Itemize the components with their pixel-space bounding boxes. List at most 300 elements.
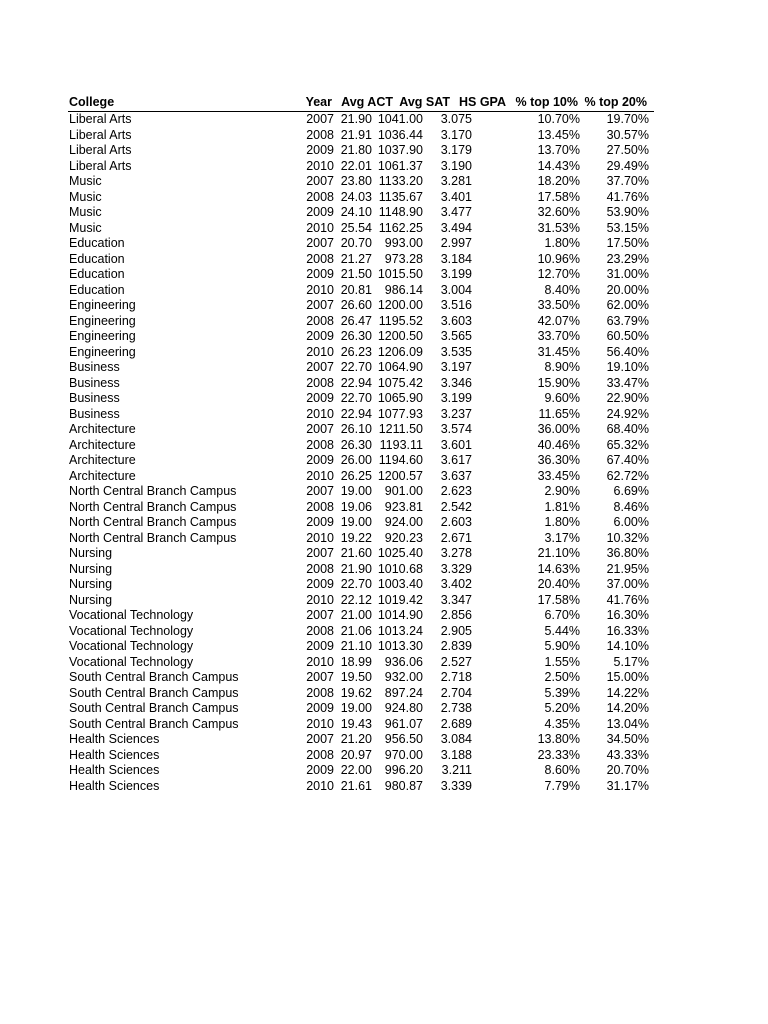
top-10-cell: 17.58% (537, 189, 580, 204)
table-row (68, 205, 654, 221)
table-row (68, 360, 654, 376)
college-cell: North Central Branch Campus (69, 484, 237, 498)
top-20-cell: 53.15% (606, 220, 649, 235)
avg-act-cell: 18.99 (340, 654, 372, 669)
college-cell: Health Sciences (69, 763, 160, 777)
hs-gpa-cell: 3.574 (440, 422, 472, 436)
hs-gpa-cell: 3.477 (440, 205, 472, 219)
top-20-cell: 60.50% (606, 329, 649, 343)
year-cell: 2008 (306, 437, 334, 452)
avg-act-cell: 21.06 (340, 623, 372, 638)
header-avg-act: Avg ACT (341, 95, 393, 109)
top-20-cell: 19.10% (606, 360, 649, 374)
table-row (68, 314, 654, 330)
top-10-cell: 14.63% (537, 561, 580, 576)
hs-gpa-cell: 2.718 (440, 670, 472, 684)
college-cell: Vocational Technology (69, 608, 194, 622)
top-10-cell: 20.40% (537, 577, 580, 591)
top-10-cell: 13.70% (537, 143, 580, 157)
avg-act-cell: 19.00 (340, 515, 372, 529)
hs-gpa-cell: 3.346 (440, 375, 472, 390)
college-cell: South Central Branch Campus (69, 701, 239, 715)
year-cell: 2008 (306, 685, 334, 700)
hs-gpa-cell: 3.603 (440, 313, 472, 328)
top-20-cell: 16.33% (606, 623, 649, 638)
top-10-cell: 4.35% (544, 716, 580, 731)
avg-act-cell: 21.90 (340, 112, 372, 126)
hs-gpa-cell: 2.856 (440, 608, 472, 622)
year-cell: 2007 (306, 484, 334, 498)
avg-sat-cell: 993.00 (384, 236, 423, 250)
avg-sat-cell: 1206.09 (377, 344, 423, 359)
top-10-cell: 31.45% (537, 344, 580, 359)
hs-gpa-cell: 2.689 (440, 716, 472, 731)
year-cell: 2007 (306, 236, 334, 250)
college-cell: Liberal Arts (69, 112, 132, 126)
top-20-cell: 68.40% (606, 422, 649, 436)
top-20-cell: 65.32% (606, 437, 649, 452)
avg-act-cell: 26.47 (340, 313, 372, 328)
avg-sat-cell: 996.20 (384, 763, 423, 777)
college-cell: Nursing (69, 546, 113, 560)
year-cell: 2007 (306, 608, 334, 622)
header-college: College (69, 95, 115, 109)
top-10-cell: 1.80% (544, 236, 580, 250)
avg-act-cell: 24.10 (340, 205, 372, 219)
top-10-cell: 8.40% (544, 282, 580, 297)
top-10-cell: 21.10% (537, 546, 580, 560)
top-20-cell: 62.72% (606, 468, 649, 483)
avg-sat-cell: 923.81 (384, 499, 423, 514)
hs-gpa-cell: 3.237 (440, 406, 472, 421)
college-cell: Music (69, 220, 102, 235)
table-row (68, 376, 654, 392)
college-cell: Business (69, 375, 120, 390)
hs-gpa-cell: 2.997 (440, 236, 472, 250)
top-10-cell: 3.17% (544, 530, 580, 545)
hs-gpa-cell: 2.839 (440, 639, 472, 653)
college-cell: Nursing (69, 592, 113, 607)
top-10-cell: 2.90% (544, 484, 580, 498)
avg-sat-cell: 1194.60 (378, 453, 423, 467)
avg-sat-cell: 936.06 (384, 654, 423, 669)
avg-sat-cell: 1025.40 (377, 546, 423, 560)
table-row (68, 639, 654, 655)
top-20-cell: 16.30% (606, 608, 649, 622)
college-cell: Music (69, 205, 102, 219)
table-row (68, 453, 654, 469)
year-cell: 2008 (306, 561, 334, 576)
college-cell: Nursing (69, 561, 113, 576)
avg-sat-cell: 1211.50 (378, 422, 423, 436)
top-10-cell: 42.07% (537, 313, 580, 328)
table-row (68, 670, 654, 686)
avg-sat-cell: 1061.37 (377, 158, 423, 173)
avg-sat-cell: 1135.67 (378, 189, 423, 204)
hs-gpa-cell: 3.199 (440, 267, 472, 281)
top-10-cell: 6.70% (544, 608, 580, 622)
table-row (68, 686, 654, 702)
hs-gpa-cell: 3.535 (440, 344, 472, 359)
avg-sat-cell: 973.28 (384, 251, 423, 266)
header-hs-gpa: HS GPA (459, 95, 506, 109)
avg-act-cell: 22.70 (340, 360, 372, 374)
avg-act-cell: 24.03 (340, 189, 372, 204)
avg-sat-cell: 1010.68 (377, 561, 423, 576)
college-cell: North Central Branch Campus (69, 499, 237, 514)
avg-act-cell: 26.10 (340, 422, 372, 436)
top-10-cell: 7.79% (544, 778, 580, 793)
table-row (68, 484, 654, 500)
header-year: Year (305, 95, 332, 109)
college-cell: Education (69, 282, 125, 297)
hs-gpa-cell: 2.738 (440, 701, 472, 715)
year-cell: 2010 (306, 406, 334, 421)
avg-act-cell: 19.43 (340, 716, 372, 731)
table-row (68, 298, 654, 314)
college-cell: Education (69, 236, 125, 250)
year-cell: 2007 (306, 360, 334, 374)
avg-sat-cell: 932.00 (384, 670, 423, 684)
top-20-cell: 41.76% (606, 592, 649, 607)
top-20-cell: 62.00% (606, 298, 649, 312)
table-row (68, 345, 654, 361)
top-10-cell: 33.50% (537, 298, 580, 312)
college-cell: Liberal Arts (69, 127, 132, 142)
avg-sat-cell: 897.24 (384, 685, 423, 700)
college-cell: Vocational Technology (69, 654, 194, 669)
year-cell: 2009 (306, 391, 334, 405)
year-cell: 2010 (306, 468, 334, 483)
top-20-cell: 67.40% (606, 453, 649, 467)
avg-sat-cell: 1200.57 (377, 468, 423, 483)
avg-act-cell: 22.94 (340, 406, 372, 421)
college-cell: Liberal Arts (69, 158, 132, 173)
avg-sat-cell: 1015.50 (377, 267, 423, 281)
top-10-cell: 12.70% (537, 267, 580, 281)
avg-act-cell: 22.70 (340, 391, 372, 405)
table-row (68, 732, 654, 748)
hs-gpa-cell: 2.905 (440, 623, 472, 638)
avg-act-cell: 25.54 (340, 220, 372, 235)
hs-gpa-cell: 3.347 (440, 592, 472, 607)
avg-act-cell: 21.90 (340, 561, 372, 576)
avg-sat-cell: 1162.25 (378, 220, 423, 235)
avg-sat-cell: 1200.00 (377, 298, 423, 312)
hs-gpa-cell: 3.601 (440, 437, 472, 452)
top-10-cell: 10.70% (537, 112, 580, 126)
avg-sat-cell: 1193.11 (379, 437, 423, 452)
avg-act-cell: 21.10 (340, 639, 372, 653)
avg-sat-cell: 1077.93 (377, 406, 423, 421)
table-body (68, 112, 654, 794)
avg-act-cell: 22.12 (340, 592, 372, 607)
avg-act-cell: 20.97 (340, 747, 372, 762)
avg-act-cell: 19.62 (340, 685, 372, 700)
table-row (68, 190, 654, 206)
year-cell: 2009 (306, 577, 334, 591)
table-row (68, 779, 654, 795)
year-cell: 2010 (306, 220, 334, 235)
avg-sat-cell: 1065.90 (377, 391, 423, 405)
top-20-cell: 17.50% (606, 236, 649, 250)
hs-gpa-cell: 3.170 (440, 127, 472, 142)
college-cell: South Central Branch Campus (69, 685, 239, 700)
top-20-cell: 27.50% (606, 143, 649, 157)
top-20-cell: 20.00% (606, 282, 649, 297)
year-cell: 2007 (306, 670, 334, 684)
year-cell: 2008 (306, 623, 334, 638)
avg-act-cell: 26.23 (340, 344, 372, 359)
college-cell: Liberal Arts (69, 143, 132, 157)
year-cell: 2008 (306, 375, 334, 390)
avg-act-cell: 20.70 (340, 236, 372, 250)
avg-sat-cell: 901.00 (384, 484, 423, 498)
table-row (68, 701, 654, 717)
top-10-cell: 10.96% (537, 251, 580, 266)
college-cell: Architecture (69, 453, 136, 467)
year-cell: 2010 (306, 592, 334, 607)
table-row (68, 128, 654, 144)
year-cell: 2007 (306, 112, 334, 126)
year-cell: 2007 (306, 298, 334, 312)
college-cell: Engineering (69, 329, 136, 343)
avg-sat-cell: 1200.50 (377, 329, 423, 343)
avg-sat-cell: 1148.90 (378, 205, 423, 219)
top-10-cell: 23.33% (537, 747, 580, 762)
avg-sat-cell: 1064.90 (377, 360, 423, 374)
college-cell: Health Sciences (69, 732, 160, 746)
year-cell: 2009 (306, 639, 334, 653)
avg-sat-cell: 1019.42 (377, 592, 423, 607)
top-20-cell: 14.10% (606, 639, 649, 653)
top-20-cell: 56.40% (606, 344, 649, 359)
hs-gpa-cell: 3.075 (440, 112, 472, 126)
college-cell: Health Sciences (69, 778, 160, 793)
table-row (68, 391, 654, 407)
college-cell: Education (69, 251, 125, 266)
year-cell: 2009 (306, 515, 334, 529)
avg-act-cell: 21.20 (340, 732, 372, 746)
year-cell: 2010 (306, 158, 334, 173)
hs-gpa-cell: 3.188 (440, 747, 472, 762)
avg-sat-cell: 1195.52 (378, 313, 423, 328)
avg-act-cell: 26.60 (340, 298, 372, 312)
top-10-cell: 36.00% (537, 422, 580, 436)
hs-gpa-cell: 3.281 (440, 174, 472, 188)
top-10-cell: 9.60% (544, 391, 580, 405)
year-cell: 2010 (306, 716, 334, 731)
hs-gpa-cell: 3.401 (440, 189, 472, 204)
hs-gpa-cell: 2.542 (440, 499, 472, 514)
header-top-10: % top 10% (515, 95, 578, 109)
college-cell: Architecture (69, 422, 136, 436)
avg-act-cell: 21.80 (340, 143, 372, 157)
table-row (68, 283, 654, 299)
top-10-cell: 33.45% (537, 468, 580, 483)
college-cell: South Central Branch Campus (69, 716, 239, 731)
table-row (68, 748, 654, 764)
hs-gpa-cell: 2.603 (440, 515, 472, 529)
avg-act-cell: 22.00 (340, 763, 372, 777)
college-cell: Music (69, 189, 102, 204)
top-20-cell: 36.80% (606, 546, 649, 560)
college-cell: Nursing (69, 577, 113, 591)
college-cell: Health Sciences (69, 747, 160, 762)
hs-gpa-cell: 3.211 (441, 763, 472, 777)
year-cell: 2010 (306, 778, 334, 793)
avg-act-cell: 21.61 (340, 778, 372, 793)
top-10-cell: 1.81% (544, 499, 580, 514)
year-cell: 2009 (306, 143, 334, 157)
avg-sat-cell: 1133.20 (378, 174, 423, 188)
top-10-cell: 2.50% (544, 670, 580, 684)
top-10-cell: 32.60% (537, 205, 580, 219)
top-10-cell: 31.53% (537, 220, 580, 235)
top-20-cell: 13.04% (606, 716, 649, 731)
hs-gpa-cell: 2.704 (440, 685, 472, 700)
avg-act-cell: 19.50 (340, 670, 372, 684)
table-row (68, 422, 654, 438)
college-cell: Business (69, 406, 120, 421)
top-10-cell: 33.70% (537, 329, 580, 343)
hs-gpa-cell: 2.671 (440, 530, 472, 545)
college-cell: North Central Branch Campus (69, 530, 237, 545)
year-cell: 2009 (306, 205, 334, 219)
data-table (68, 95, 654, 794)
table-row (68, 500, 654, 516)
top-20-cell: 10.32% (606, 530, 649, 545)
table-row (68, 531, 654, 547)
year-cell: 2008 (306, 189, 334, 204)
table-row (68, 593, 654, 609)
year-cell: 2010 (306, 344, 334, 359)
table-row (68, 438, 654, 454)
avg-sat-cell: 986.14 (384, 282, 423, 297)
table-row (68, 546, 654, 562)
top-20-cell: 31.17% (606, 778, 649, 793)
top-20-cell: 30.57% (606, 127, 649, 142)
table-row (68, 763, 654, 779)
hs-gpa-cell: 3.184 (440, 251, 472, 266)
top-20-cell: 15.00% (606, 670, 649, 684)
avg-act-cell: 22.94 (340, 375, 372, 390)
year-cell: 2009 (306, 763, 334, 777)
top-20-cell: 21.95% (606, 561, 649, 576)
hs-gpa-cell: 3.197 (440, 360, 472, 374)
header-top-20: % top 20% (584, 95, 647, 109)
avg-act-cell: 19.00 (340, 701, 372, 715)
avg-act-cell: 26.30 (340, 329, 372, 343)
top-10-cell: 14.43% (537, 158, 580, 173)
hs-gpa-cell: 3.339 (440, 778, 472, 793)
avg-sat-cell: 924.00 (384, 515, 423, 529)
table-row (68, 515, 654, 531)
avg-sat-cell: 1003.40 (377, 577, 423, 591)
table-row (68, 236, 654, 252)
avg-sat-cell: 1041.00 (377, 112, 423, 126)
top-20-cell: 24.92% (606, 406, 649, 421)
avg-act-cell: 22.70 (340, 577, 372, 591)
table-row (68, 221, 654, 237)
top-20-cell: 34.50% (606, 732, 649, 746)
avg-act-cell: 22.01 (340, 158, 372, 173)
table-row (68, 252, 654, 268)
college-cell: North Central Branch Campus (69, 515, 237, 529)
top-10-cell: 5.39% (544, 685, 580, 700)
top-20-cell: 63.79% (606, 313, 649, 328)
avg-sat-cell: 1013.24 (377, 623, 423, 638)
hs-gpa-cell: 3.199 (440, 391, 472, 405)
hs-gpa-cell: 3.617 (440, 453, 472, 467)
top-10-cell: 13.80% (537, 732, 580, 746)
top-20-cell: 29.49% (606, 158, 649, 173)
college-cell: Engineering (69, 298, 136, 312)
year-cell: 2010 (306, 530, 334, 545)
hs-gpa-cell: 3.516 (440, 298, 472, 312)
avg-act-cell: 19.22 (340, 530, 372, 545)
hs-gpa-cell: 2.623 (440, 484, 472, 498)
year-cell: 2010 (306, 654, 334, 669)
avg-act-cell: 26.25 (340, 468, 372, 483)
hs-gpa-cell: 3.278 (440, 546, 472, 560)
college-cell: Vocational Technology (69, 639, 194, 653)
avg-sat-cell: 1075.42 (377, 375, 423, 390)
top-20-cell: 19.70% (606, 112, 649, 126)
top-20-cell: 37.70% (606, 174, 649, 188)
college-cell: Engineering (69, 313, 136, 328)
hs-gpa-cell: 3.402 (440, 577, 472, 591)
top-10-cell: 36.30% (537, 453, 580, 467)
table-row (68, 562, 654, 578)
hs-gpa-cell: 2.527 (440, 654, 472, 669)
header-avg-sat: Avg SAT (399, 95, 450, 109)
year-cell: 2008 (306, 499, 334, 514)
table-header-row (68, 95, 654, 112)
year-cell: 2008 (306, 251, 334, 266)
top-10-cell: 15.90% (537, 375, 580, 390)
hs-gpa-cell: 3.179 (440, 143, 472, 157)
top-20-cell: 6.69% (613, 484, 649, 498)
table-row (68, 143, 654, 159)
avg-act-cell: 26.00 (340, 453, 372, 467)
top-20-cell: 43.33% (606, 747, 649, 762)
year-cell: 2009 (306, 329, 334, 343)
hs-gpa-cell: 3.565 (440, 329, 472, 343)
table-row (68, 112, 654, 128)
college-cell: Business (69, 360, 120, 374)
top-20-cell: 6.00% (613, 515, 649, 529)
top-20-cell: 23.29% (606, 251, 649, 266)
table-row (68, 608, 654, 624)
top-10-cell: 5.44% (544, 623, 580, 638)
top-20-cell: 37.00% (606, 577, 649, 591)
college-cell: Engineering (69, 344, 136, 359)
table-row (68, 267, 654, 283)
top-10-cell: 11.65% (538, 406, 580, 421)
year-cell: 2008 (306, 127, 334, 142)
top-10-cell: 18.20% (537, 174, 580, 188)
year-cell: 2010 (306, 282, 334, 297)
top-10-cell: 17.58% (537, 592, 580, 607)
college-cell: Vocational Technology (69, 623, 194, 638)
year-cell: 2008 (306, 747, 334, 762)
table-row (68, 577, 654, 593)
college-cell: Architecture (69, 468, 136, 483)
avg-act-cell: 19.06 (340, 499, 372, 514)
avg-sat-cell: 980.87 (384, 778, 423, 793)
top-20-cell: 8.46% (613, 499, 649, 514)
